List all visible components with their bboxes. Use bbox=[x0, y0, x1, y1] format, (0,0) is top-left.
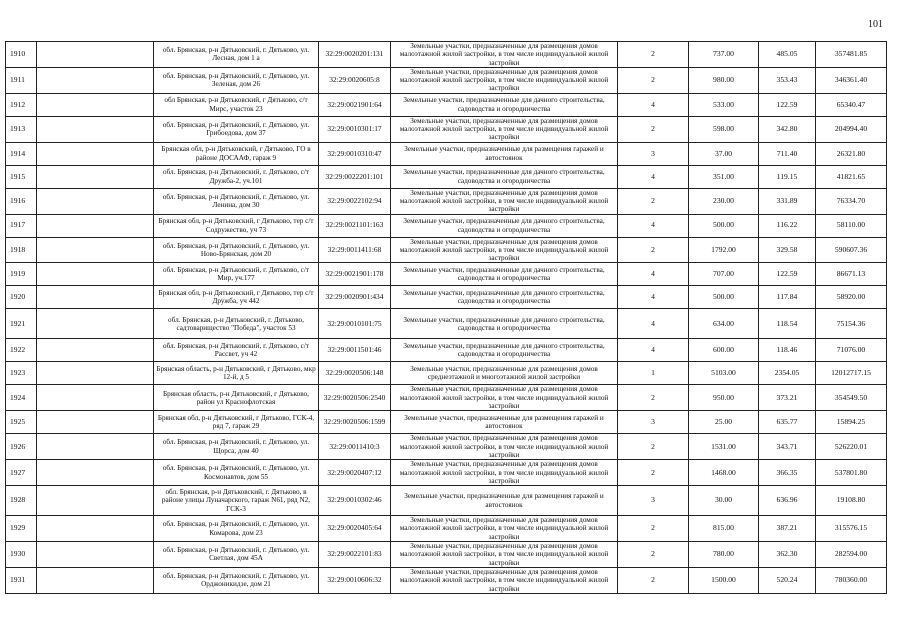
row-number-cell: 1920 bbox=[6, 286, 37, 309]
specific-value-cell: 362.30 bbox=[759, 542, 816, 568]
blank-cell bbox=[37, 542, 154, 568]
table-row bbox=[6, 339, 887, 362]
area-cell: 1792.00 bbox=[689, 237, 759, 263]
row-number-cell: 1918 bbox=[6, 237, 37, 263]
land-use-cell: Земельные участки, предназначенные для размещения домов среднеэтажной и многоэтажной жилой застройки bbox=[391, 362, 618, 385]
specific-value-cell: 119.15 bbox=[759, 165, 816, 188]
table-row bbox=[6, 542, 887, 568]
land-use-cell: Земельные участки, предназначенные для размещения домов малоэтажной жилой застройки, в том числе индивидуальной жилой застройки bbox=[391, 385, 618, 411]
row-number-cell: 1929 bbox=[6, 516, 37, 542]
blank-cell bbox=[37, 93, 154, 116]
land-use-cell: Земельные участки, предназначенные для размещения домов малоэтажной жилой застройки, в том числе индивидуальной жилой застройки bbox=[391, 567, 618, 593]
land-use-cell: Земельные участки, предназначенные для дачного строительства, садоводства и огородничества bbox=[391, 309, 618, 339]
blank-cell bbox=[37, 237, 154, 263]
address-cell: обл. Брянская, р-н Дятьковский, г. Дятьково, ул. Зеленая, дом 26 bbox=[154, 67, 319, 93]
cadastral-value-cell: 282594.00 bbox=[816, 542, 887, 568]
row-number-cell: 1924 bbox=[6, 385, 37, 411]
specific-value-cell: 2354.05 bbox=[759, 362, 816, 385]
table-row bbox=[6, 237, 887, 263]
group-cell: 4 bbox=[618, 165, 689, 188]
cadastral-value-cell: 315576.15 bbox=[816, 516, 887, 542]
cadastral-number-cell: 32:29:0011411:68 bbox=[319, 237, 391, 263]
area-cell: 600.00 bbox=[689, 339, 759, 362]
row-number-cell: 1910 bbox=[6, 42, 37, 68]
area-cell: 25.00 bbox=[689, 411, 759, 434]
group-cell: 3 bbox=[618, 142, 689, 165]
cadastral-value-cell: 526220.01 bbox=[816, 434, 887, 460]
table-row bbox=[6, 516, 887, 542]
specific-value-cell: 122.59 bbox=[759, 93, 816, 116]
specific-value-cell: 373.21 bbox=[759, 385, 816, 411]
cadastral-value-cell: 58920.00 bbox=[816, 286, 887, 309]
cadastral-number-cell: 32:29:0010301:17 bbox=[319, 116, 391, 142]
table-row bbox=[6, 286, 887, 309]
table-row bbox=[6, 385, 887, 411]
land-use-cell: Земельные участки, предназначенные для дачного строительства, садоводства и огородничества bbox=[391, 339, 618, 362]
group-cell: 1 bbox=[618, 362, 689, 385]
group-cell: 3 bbox=[618, 486, 689, 516]
row-number-cell: 1925 bbox=[6, 411, 37, 434]
group-cell: 4 bbox=[618, 263, 689, 286]
group-cell: 2 bbox=[618, 116, 689, 142]
land-use-cell: Земельные участки, предназначенные для размещения домов малоэтажной жилой застройки, в том числе индивидуальной жилой застройки bbox=[391, 542, 618, 568]
group-cell: 4 bbox=[618, 286, 689, 309]
address-cell: обл. Брянская, р-н Дятьковский, г. Дятьково, ул. Светлая, дом 45А bbox=[154, 542, 319, 568]
row-number-cell: 1917 bbox=[6, 214, 37, 237]
row-number-cell: 1931 bbox=[6, 567, 37, 593]
blank-cell bbox=[37, 486, 154, 516]
row-number-cell: 1916 bbox=[6, 188, 37, 214]
cadastral-number-cell: 32:29:0020605:8 bbox=[319, 67, 391, 93]
area-cell: 30.00 bbox=[689, 486, 759, 516]
table-row bbox=[6, 486, 887, 516]
cadastral-value-cell: 65340.47 bbox=[816, 93, 887, 116]
blank-cell bbox=[37, 214, 154, 237]
cadastral-number-cell: 32:29:0020405:64 bbox=[319, 516, 391, 542]
group-cell: 4 bbox=[618, 339, 689, 362]
land-use-cell: Земельные участки, предназначенные для размещения гаражей и автостоянок bbox=[391, 411, 618, 434]
address-cell: Брянская обл, р-н Дятьковский, г Дятьково, тер с/т Дружба, уч 442 bbox=[154, 286, 319, 309]
cadastral-number-cell: 32:29:0022101:83 bbox=[319, 542, 391, 568]
group-cell: 3 bbox=[618, 411, 689, 434]
cadastral-number-cell: 32:29:0022201:101 bbox=[319, 165, 391, 188]
row-number-cell: 1913 bbox=[6, 116, 37, 142]
blank-cell bbox=[37, 142, 154, 165]
cadastral-value-cell: 26321.80 bbox=[816, 142, 887, 165]
blank-cell bbox=[37, 434, 154, 460]
address-cell: обл. Брянская, р-н Дятьковский, г. Дятьково, ул. Ленина, дом 30 bbox=[154, 188, 319, 214]
area-cell: 351.00 bbox=[689, 165, 759, 188]
specific-value-cell: 353.43 bbox=[759, 67, 816, 93]
specific-value-cell: 711.40 bbox=[759, 142, 816, 165]
address-cell: обл. Брянская, р-н Дятьковский, г. Дятьково, с/т Дружба-2, уч.101 bbox=[154, 165, 319, 188]
table-row bbox=[6, 67, 887, 93]
row-number-cell: 1922 bbox=[6, 339, 37, 362]
cadastral-number-cell: 32:29:0010310:47 bbox=[319, 142, 391, 165]
address-cell: Брянская обл, р-н Дятьковский, г Дятьково, ГСК-4, ряд 7, гараж 29 bbox=[154, 411, 319, 434]
cadastral-value-cell: 75154.36 bbox=[816, 309, 887, 339]
blank-cell bbox=[37, 411, 154, 434]
land-register-table bbox=[5, 41, 887, 594]
row-number-cell: 1915 bbox=[6, 165, 37, 188]
specific-value-cell: 343.71 bbox=[759, 434, 816, 460]
page-number: 101 bbox=[868, 19, 883, 30]
specific-value-cell: 116.22 bbox=[759, 214, 816, 237]
specific-value-cell: 118.46 bbox=[759, 339, 816, 362]
address-cell: обл. Брянская, р-н Дятьковский, г. Дятьково, ул. Лесная, дом 1 а bbox=[154, 42, 319, 68]
land-use-cell: Земельные участки, предназначенные для размещения гаражей и автостоянок bbox=[391, 142, 618, 165]
cadastral-number-cell: 32:29:0020201:131 bbox=[319, 42, 391, 68]
cadastral-number-cell: 32:29:0021901:64 bbox=[319, 93, 391, 116]
cadastral-value-cell: 15894.25 bbox=[816, 411, 887, 434]
cadastral-number-cell: 32:29:0020901:434 bbox=[319, 286, 391, 309]
cadastral-value-cell: 357481.85 bbox=[816, 42, 887, 68]
group-cell: 4 bbox=[618, 309, 689, 339]
specific-value-cell: 520.24 bbox=[759, 567, 816, 593]
specific-value-cell: 331.89 bbox=[759, 188, 816, 214]
row-number-cell: 1921 bbox=[6, 309, 37, 339]
table-row bbox=[6, 165, 887, 188]
address-cell: обл. Брянская, р-н Дятьковский, г. Дятьково, ул. Комарова, дом 23 bbox=[154, 516, 319, 542]
land-use-cell: Земельные участки, предназначенные для дачного строительства, садоводства и огородничества bbox=[391, 93, 618, 116]
area-cell: 980.00 bbox=[689, 67, 759, 93]
cadastral-value-cell: 537801.80 bbox=[816, 460, 887, 486]
blank-cell bbox=[37, 516, 154, 542]
area-cell: 598.00 bbox=[689, 116, 759, 142]
group-cell: 2 bbox=[618, 237, 689, 263]
land-use-cell: Земельные участки, предназначенные для размещения домов малоэтажной жилой застройки, в том числе индивидуальной жилой застройки bbox=[391, 237, 618, 263]
area-cell: 533.00 bbox=[689, 93, 759, 116]
address-cell: обл. Брянская, р-н Дятьковский, г. Дятьково, ул. Щорса, дом 40 bbox=[154, 434, 319, 460]
address-cell: обл. Брянская, р-н Дятьковский, г. Дятьково, ул. Ново-Брянская, дом 20 bbox=[154, 237, 319, 263]
group-cell: 2 bbox=[618, 542, 689, 568]
group-cell: 2 bbox=[618, 460, 689, 486]
address-cell: обл. Брянская, р-н Дятьковский, г. Дятьково, в районе улицы Луначарского, гараж N61, ряд N2, ГСК-3 bbox=[154, 486, 319, 516]
address-cell: обл. Брянская, р-н Дятьковский, г. Дятьково, ул. Космонавтов, дом 55 bbox=[154, 460, 319, 486]
row-number-cell: 1930 bbox=[6, 542, 37, 568]
blank-cell bbox=[37, 42, 154, 68]
area-cell: 1531.00 bbox=[689, 434, 759, 460]
address-cell: Брянская область, р-н Дятьковский, г Дятьково, мкр 12-й, д 5 bbox=[154, 362, 319, 385]
row-number-cell: 1911 bbox=[6, 67, 37, 93]
land-use-cell: Земельные участки, предназначенные для размещения гаражей и автостоянок bbox=[391, 486, 618, 516]
row-number-cell: 1912 bbox=[6, 93, 37, 116]
area-cell: 815.00 bbox=[689, 516, 759, 542]
land-use-cell: Земельные участки, предназначенные для размещения домов малоэтажной жилой застройки, в том числе индивидуальной жилой застройки bbox=[391, 516, 618, 542]
land-use-cell: Земельные участки, предназначенные для размещения домов малоэтажной жилой застройки, в том числе индивидуальной жилой застройки bbox=[391, 460, 618, 486]
area-cell: 780.00 bbox=[689, 542, 759, 568]
specific-value-cell: 485.05 bbox=[759, 42, 816, 68]
blank-cell bbox=[37, 165, 154, 188]
address-cell: обл. Брянская, р-н Дятьковский, г. Дятьково, ул. Грибоедова, дом 37 bbox=[154, 116, 319, 142]
area-cell: 707.00 bbox=[689, 263, 759, 286]
group-cell: 2 bbox=[618, 385, 689, 411]
table-row bbox=[6, 309, 887, 339]
blank-cell bbox=[37, 263, 154, 286]
cadastral-value-cell: 76334.70 bbox=[816, 188, 887, 214]
specific-value-cell: 387.21 bbox=[759, 516, 816, 542]
row-number-cell: 1926 bbox=[6, 434, 37, 460]
land-use-cell: Земельные участки, предназначенные для размещения домов малоэтажной жилой застройки, в том числе индивидуальной жилой застройки bbox=[391, 116, 618, 142]
specific-value-cell: 635.77 bbox=[759, 411, 816, 434]
cadastral-number-cell: 32:29:0020506:1599 bbox=[319, 411, 391, 434]
cadastral-number-cell: 32:29:0022102:94 bbox=[319, 188, 391, 214]
group-cell: 2 bbox=[618, 188, 689, 214]
area-cell: 737.00 bbox=[689, 42, 759, 68]
cadastral-value-cell: 12012717.15 bbox=[816, 362, 887, 385]
specific-value-cell: 342.80 bbox=[759, 116, 816, 142]
cadastral-number-cell: 32:29:0020506:2540 bbox=[319, 385, 391, 411]
blank-cell bbox=[37, 385, 154, 411]
table-row bbox=[6, 434, 887, 460]
table-row bbox=[6, 142, 887, 165]
group-cell: 2 bbox=[618, 67, 689, 93]
specific-value-cell: 117.84 bbox=[759, 286, 816, 309]
cadastral-number-cell: 32:29:0020506:148 bbox=[319, 362, 391, 385]
land-use-cell: Земельные участки, предназначенные для размещения домов малоэтажной жилой застройки, в том числе индивидуальной жилой застройки bbox=[391, 434, 618, 460]
row-number-cell: 1914 bbox=[6, 142, 37, 165]
area-cell: 37.00 bbox=[689, 142, 759, 165]
specific-value-cell: 329.58 bbox=[759, 237, 816, 263]
specific-value-cell: 122.59 bbox=[759, 263, 816, 286]
cadastral-value-cell: 590607.36 bbox=[816, 237, 887, 263]
table-row bbox=[6, 567, 887, 593]
cadastral-value-cell: 204994.40 bbox=[816, 116, 887, 142]
blank-cell bbox=[37, 362, 154, 385]
address-cell: обл. Брянская, р-н Дятьковский, г. Дятьково, с/т Мир, уч.177 bbox=[154, 263, 319, 286]
address-cell: Брянская обл, р-н Дятьковский, г Дятьково, ГО в районе ДОСААФ, гараж 9 bbox=[154, 142, 319, 165]
cadastral-number-cell: 32:29:0010606:32 bbox=[319, 567, 391, 593]
row-number-cell: 1919 bbox=[6, 263, 37, 286]
group-cell: 4 bbox=[618, 214, 689, 237]
table-row bbox=[6, 188, 887, 214]
blank-cell bbox=[37, 286, 154, 309]
address-cell: Брянская область, р-н Дятьковский, г Дятьково, район ул Краснофлотская bbox=[154, 385, 319, 411]
land-use-cell: Земельные участки, предназначенные для дачного строительства, садоводства и огородничества bbox=[391, 165, 618, 188]
cadastral-number-cell: 32:29:0010101:75 bbox=[319, 309, 391, 339]
cadastral-value-cell: 71076.00 bbox=[816, 339, 887, 362]
specific-value-cell: 366.35 bbox=[759, 460, 816, 486]
group-cell: 2 bbox=[618, 42, 689, 68]
area-cell: 500.00 bbox=[689, 214, 759, 237]
group-cell: 2 bbox=[618, 567, 689, 593]
cadastral-value-cell: 86671.13 bbox=[816, 263, 887, 286]
area-cell: 5103.00 bbox=[689, 362, 759, 385]
blank-cell bbox=[37, 67, 154, 93]
group-cell: 2 bbox=[618, 516, 689, 542]
specific-value-cell: 118.54 bbox=[759, 309, 816, 339]
area-cell: 230.00 bbox=[689, 188, 759, 214]
blank-cell bbox=[37, 460, 154, 486]
specific-value-cell: 636.96 bbox=[759, 486, 816, 516]
cadastral-number-cell: 32:29:0020407:12 bbox=[319, 460, 391, 486]
land-use-cell: Земельные участки, предназначенные для дачного строительства, садоводства и огородничества bbox=[391, 214, 618, 237]
blank-cell bbox=[37, 567, 154, 593]
land-use-cell: Земельные участки, предназначенные для дачного строительства, садоводства и огородничества bbox=[391, 286, 618, 309]
table-row bbox=[6, 263, 887, 286]
row-number-cell: 1928 bbox=[6, 486, 37, 516]
cadastral-value-cell: 354549.50 bbox=[816, 385, 887, 411]
area-cell: 634.00 bbox=[689, 309, 759, 339]
table-row bbox=[6, 362, 887, 385]
group-cell: 4 bbox=[618, 93, 689, 116]
cadastral-number-cell: 32:29:0010302:46 bbox=[319, 486, 391, 516]
table-row bbox=[6, 460, 887, 486]
land-use-cell: Земельные участки, предназначенные для размещения домов малоэтажной жилой застройки, в том числе индивидуальной жилой застройки bbox=[391, 42, 618, 68]
cadastral-number-cell: 32:29:0011501:46 bbox=[319, 339, 391, 362]
address-cell: обл. Брянская, р-н Дятьковский, г. Дятьково, садтоварищество "Победа", участок 53 bbox=[154, 309, 319, 339]
blank-cell bbox=[37, 188, 154, 214]
address-cell: обл. Брянская, р-н Дятьковский, г. Дятьково, ул. Орджоникидзе, дом 21 bbox=[154, 567, 319, 593]
address-cell: Брянская обл, р-н Дятьковский, г Дятьково, тер с/т Содружество, уч 73 bbox=[154, 214, 319, 237]
cadastral-value-cell: 41821.65 bbox=[816, 165, 887, 188]
table-row bbox=[6, 93, 887, 116]
cadastral-value-cell: 19108.80 bbox=[816, 486, 887, 516]
table-row bbox=[6, 214, 887, 237]
area-cell: 1500.00 bbox=[689, 567, 759, 593]
blank-cell bbox=[37, 339, 154, 362]
cadastral-value-cell: 780360.00 bbox=[816, 567, 887, 593]
cadastral-value-cell: 58110.00 bbox=[816, 214, 887, 237]
address-cell: обл. Брянская, р-н Дятьковский, г. Дятьково, с/т Рассвет, уч 42 bbox=[154, 339, 319, 362]
address-cell: обл Брянская, р-н Дятьковский, г Дятьково, с/т Мирс, участок 23 bbox=[154, 93, 319, 116]
table-row bbox=[6, 116, 887, 142]
cadastral-number-cell: 32:29:0021101:163 bbox=[319, 214, 391, 237]
area-cell: 950.00 bbox=[689, 385, 759, 411]
area-cell: 500.00 bbox=[689, 286, 759, 309]
blank-cell bbox=[37, 116, 154, 142]
row-number-cell: 1927 bbox=[6, 460, 37, 486]
land-use-cell: Земельные участки, предназначенные для размещения домов малоэтажной жилой застройки, в том числе индивидуальной жилой застройки bbox=[391, 188, 618, 214]
cadastral-number-cell: 32:29:0011410:3 bbox=[319, 434, 391, 460]
row-number-cell: 1923 bbox=[6, 362, 37, 385]
land-use-cell: Земельные участки, предназначенные для дачного строительства, садоводства и огородничества bbox=[391, 263, 618, 286]
cadastral-value-cell: 346361.40 bbox=[816, 67, 887, 93]
group-cell: 2 bbox=[618, 434, 689, 460]
cadastral-number-cell: 32:29:0021901:178 bbox=[319, 263, 391, 286]
table-row bbox=[6, 42, 887, 68]
area-cell: 1468.00 bbox=[689, 460, 759, 486]
table-row bbox=[6, 411, 887, 434]
blank-cell bbox=[37, 309, 154, 339]
land-use-cell: Земельные участки, предназначенные для размещения домов малоэтажной жилой застройки, в том числе индивидуальной жилой застройки bbox=[391, 67, 618, 93]
